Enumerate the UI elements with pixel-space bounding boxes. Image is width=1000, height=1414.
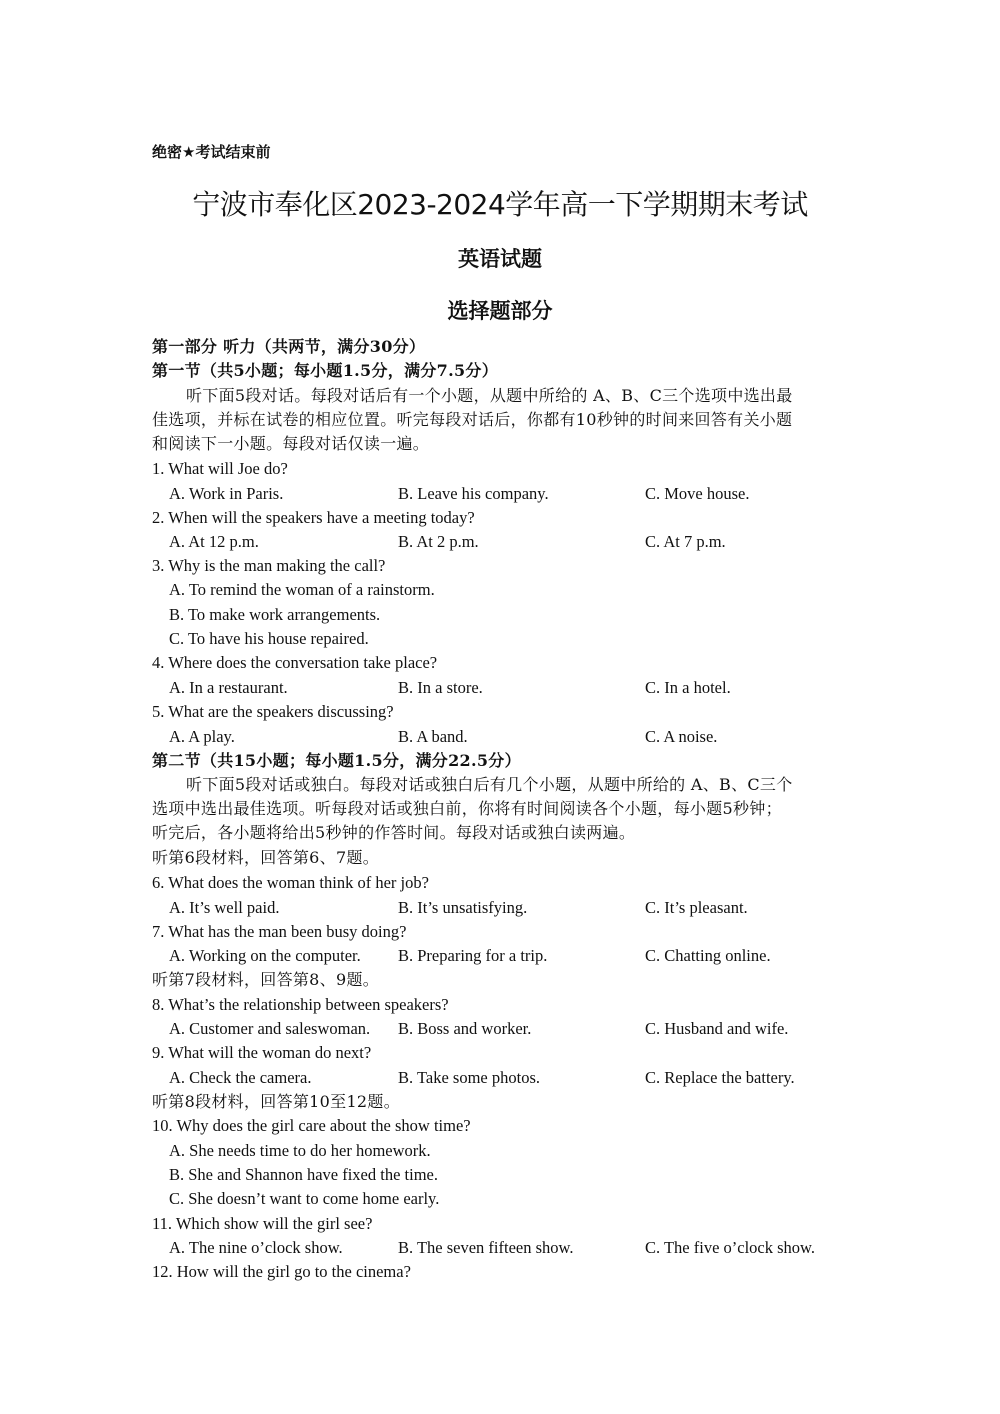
section2-instructions-line: 听完后，各小题将给出5秒钟的作答时间。每段对话或独白读两遍。 bbox=[152, 823, 636, 842]
option-c[interactable]: C. She doesn’t want to come home early. bbox=[169, 1189, 440, 1208]
material-label: 听第6段材料，回答第6、7题。 bbox=[152, 848, 380, 867]
question-stem: 12. How will the girl go to the cinema? bbox=[152, 1262, 411, 1281]
part1-heading: 第一部分 听力（共两节，满分30分） bbox=[152, 337, 426, 356]
question-stem: 3. Why is the man making the call? bbox=[152, 556, 386, 575]
option-b[interactable]: B. The seven fifteen show. bbox=[398, 1238, 574, 1257]
option-a[interactable]: A. Working on the computer. bbox=[169, 946, 361, 965]
subject-title: 英语试题 bbox=[458, 247, 542, 271]
option-a[interactable]: A. In a restaurant. bbox=[169, 678, 288, 697]
option-b[interactable]: B. Preparing for a trip. bbox=[398, 946, 548, 965]
option-c[interactable]: C. Chatting online. bbox=[645, 946, 771, 965]
option-c[interactable]: C. Husband and wife. bbox=[645, 1019, 789, 1038]
option-b[interactable]: B. In a store. bbox=[398, 678, 483, 697]
question-stem: 8. What’s the relationship between speakers? bbox=[152, 995, 449, 1014]
option-b[interactable]: B. At 2 p.m. bbox=[398, 532, 479, 551]
question-stem: 4. Where does the conversation take place? bbox=[152, 653, 438, 672]
section2-heading: 第二节（共15小题；每小题1.5分，满分22.5分） bbox=[152, 751, 521, 770]
option-a[interactable]: A. A play. bbox=[169, 727, 235, 746]
question-stem: 1. What will Joe do? bbox=[152, 459, 288, 478]
option-a[interactable]: A. At 12 p.m. bbox=[169, 532, 259, 551]
question-stem: 9. What will the woman do next? bbox=[152, 1043, 372, 1062]
exam-title: 宁波市奉化区2023-2024学年高一下学期期末考试 bbox=[192, 188, 808, 221]
material-label: 听第7段材料，回答第8、9题。 bbox=[152, 970, 380, 989]
option-a[interactable]: A. Check the camera. bbox=[169, 1068, 312, 1087]
option-a[interactable]: A. The nine o’clock show. bbox=[169, 1238, 343, 1257]
section2-instructions-line: 选项中选出最佳选项。听每段对话或独白前，你将有时间阅读各个小题，每小题5秒钟； bbox=[152, 799, 782, 818]
option-b[interactable]: B. To make work arrangements. bbox=[169, 605, 381, 624]
option-b[interactable]: B. She and Shannon have fixed the time. bbox=[169, 1165, 438, 1184]
question-stem: 2. When will the speakers have a meeting today? bbox=[152, 508, 475, 527]
option-a[interactable]: A. To remind the woman of a rainstorm. bbox=[169, 580, 435, 599]
section1-instructions-line: 佳选项，并标在试卷的相应位置。听完每段对话后，你都有10秒钟的时间来回答有关小题 bbox=[152, 410, 793, 429]
option-c[interactable]: C. It’s pleasant. bbox=[645, 898, 748, 917]
option-b[interactable]: B. It’s unsatisfying. bbox=[398, 898, 528, 917]
option-c[interactable]: C. At 7 p.m. bbox=[645, 532, 726, 551]
option-a[interactable]: A. It’s well paid. bbox=[169, 898, 280, 917]
option-c[interactable]: C. Move house. bbox=[645, 484, 750, 503]
option-c[interactable]: C. The five o’clock show. bbox=[645, 1238, 816, 1257]
confidential-label: 绝密★考试结束前 bbox=[152, 143, 271, 161]
option-b[interactable]: B. Leave his company. bbox=[398, 484, 549, 503]
option-b[interactable]: B. Take some photos. bbox=[398, 1068, 540, 1087]
question-stem: 6. What does the woman think of her job? bbox=[152, 873, 429, 892]
section2-instructions-line: 听下面5段对话或独白。每段对话或独白后有几个小题，从题中所给的 A、B、C三个 bbox=[186, 775, 793, 794]
option-b[interactable]: B. Boss and worker. bbox=[398, 1019, 532, 1038]
question-stem: 7. What has the man been busy doing? bbox=[152, 922, 407, 941]
option-c[interactable]: C. Replace the battery. bbox=[645, 1068, 795, 1087]
option-a[interactable]: A. She needs time to do her homework. bbox=[169, 1141, 431, 1160]
question-stem: 10. Why does the girl care about the show time? bbox=[152, 1116, 471, 1135]
section1-heading: 第一节（共5小题；每小题1.5分，满分7.5分） bbox=[152, 361, 499, 380]
option-c[interactable]: C. To have his house repaired. bbox=[169, 629, 369, 648]
section1-instructions-line: 和阅读下一小题。每段对话仅读一遍。 bbox=[152, 434, 430, 453]
part-heading: 选择题部分 bbox=[447, 299, 553, 323]
question-stem: 11. Which show will the girl see? bbox=[152, 1214, 373, 1233]
option-b[interactable]: B. A band. bbox=[398, 727, 468, 746]
question-stem: 5. What are the speakers discussing? bbox=[152, 702, 394, 721]
option-c[interactable]: C. A noise. bbox=[645, 727, 718, 746]
option-a[interactable]: A. Customer and saleswoman. bbox=[169, 1019, 371, 1038]
option-a[interactable]: A. Work in Paris. bbox=[169, 484, 284, 503]
material-label: 听第8段材料，回答第10至12题。 bbox=[152, 1092, 400, 1111]
option-c[interactable]: C. In a hotel. bbox=[645, 678, 731, 697]
section1-instructions-line: 听下面5段对话。每段对话后有一个小题，从题中所给的 A、B、C三个选项中选出最 bbox=[186, 386, 793, 405]
